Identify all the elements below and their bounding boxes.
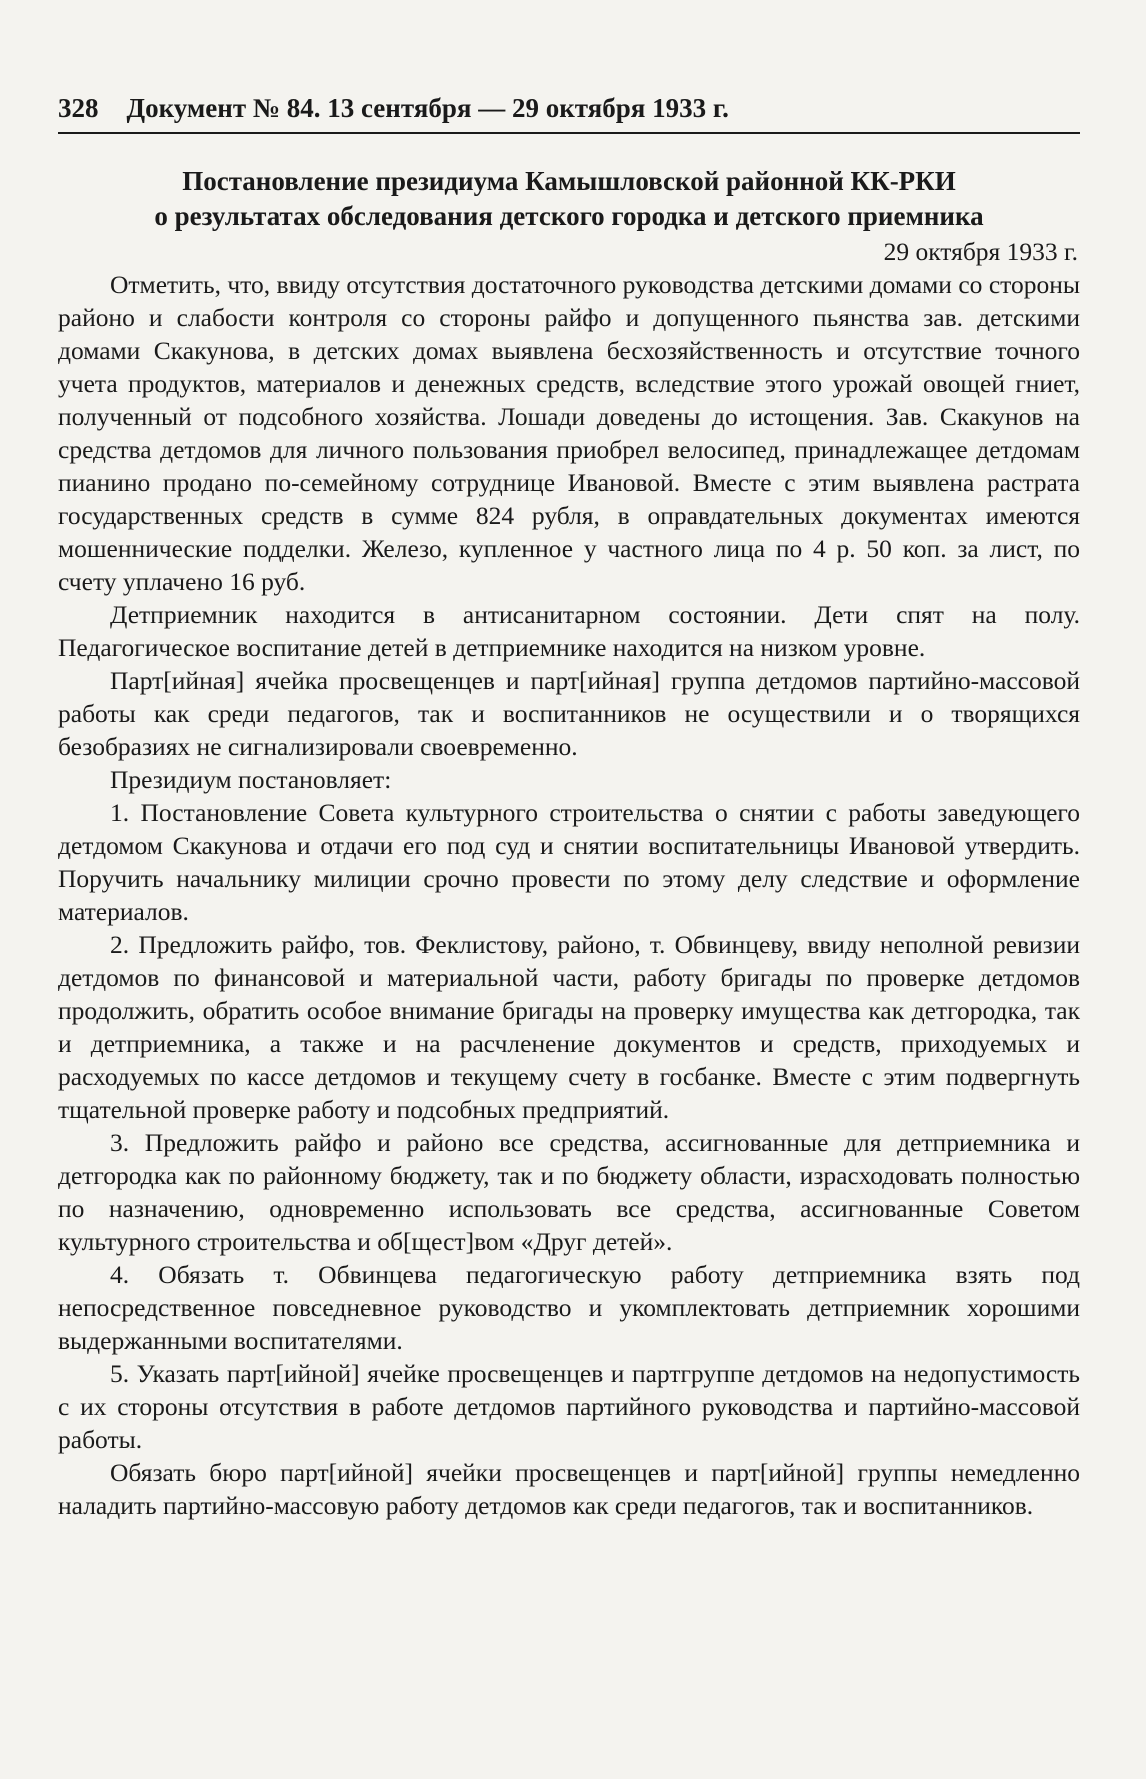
running-header <box>58 92 1080 134</box>
paragraph-closing: Обязать бюро парт[ийной] ячейки просвещенцев и парт[ийной] группы немедленно наладить партийно-массовую работу детдомов как среди педагогов, так и воспитанников. <box>58 1458 1080 1521</box>
paragraph-resolution-intro: Президиум постановляет: <box>110 765 392 795</box>
document-date: 29 октября 1933 г. <box>883 236 1078 266</box>
resolution-item-5: 5. Указать парт[ийной] ячейке просвещенцев и партгруппе детдомов на недопустимость с их стороны отсутствия в работе детдомов партийного руководства и партийно-массовой работы. <box>58 1359 1080 1455</box>
document-title <box>58 164 1080 233</box>
resolution-item-1: 1. Постановление Совета культурного строительства о снятии с работы заведующего детдомом Скакунова и отдачи его под суд и снятии воспитательницы Ивановой утвердить. Поручить начальнику милиции срочно провести по этому делу следствие и оформление материалов. <box>58 798 1080 927</box>
paragraph-party-cell: Парт[ийная] ячейка просвещенцев и парт[ийная] группа детдомов партийно-массовой работы как среди педагогов, так и воспитанников не осуществили и о творящихся безобразиях не сигнализировали своевременно. <box>58 666 1080 762</box>
page-number: 328 <box>58 93 99 123</box>
resolution-item-4: 4. Обязать т. Обвинцева педагогическую работу детприемника взять под непосредственное повседневное руководство и укомплектовать детприемник хорошими выдержанными воспитателями. <box>58 1260 1080 1356</box>
document-body <box>58 268 1080 1522</box>
resolution-item-3: 3. Предложить райфо и районо все средства, ассигнованные для детприемника и детгородка как по районному бюджету, так и по бюджету области, израсходовать полностью по назначению, одновременно использовать все средства, ассигнованные Советом культурного строительства и об[щест]вом «Друг детей». <box>58 1128 1080 1257</box>
running-title: Документ № 84. 13 сентября — 29 октября 1933 г. <box>126 93 729 123</box>
document-title-line-2: о результатах обследования детского городка и детского приемника <box>154 200 984 231</box>
paragraph-receiver-conditions: Детприемник находится в антисанитарном состоянии. Дети спят на полу. Педагогическое воспитание детей в детприемнике находится на низком уровне. <box>58 600 1080 663</box>
document-title-line-1: Постановление президиума Камышловской районной КК-РКИ <box>182 166 956 197</box>
paragraph-findings: Отметить, что, ввиду отсутствия достаточного руководства детскими домами со стороны районо и слабости контроля со стороны райфо и допущенного пьянства зав. детскими домами Скакунова, в детских домах выявлена бесхозяйственность и отсутствие точного учета продуктов, материалов и денежных средств, вследствие этого урожай овощей гниет, полученный от подсобного хозяйства. Лошади доведены до истощения. Зав. Скакунов на средства детдомов для личного пользования приобрел велосипед, принадлежащее детдомам пианино продано по-семейному сотруднице Ивановой. Вместе с этим выявлена растрата государственных средств в сумме 824 рубля, в оправдательных документах имеются мошеннические подделки. Железо, купленное у частного лица по 4 р. 50 коп. за лист, по счету уплачено 16 руб. <box>58 270 1080 597</box>
resolution-item-2: 2. Предложить райфо, тов. Феклистову, районо, т. Обвинцеву, ввиду неполной ревизии детдомов по финансовой и материальной части, работу бригады по проверке детдомов продолжить, обратить особое внимание бригады на проверку имущества как детгородка, так и детприемника, а также и на расчленение документов и средств, приходуемых и расходуемых по кассе детдомов и текущему счету в госбанке. Вместе с этим подвергнуть тщательной проверке работу и подсобных предприятий. <box>58 930 1080 1125</box>
